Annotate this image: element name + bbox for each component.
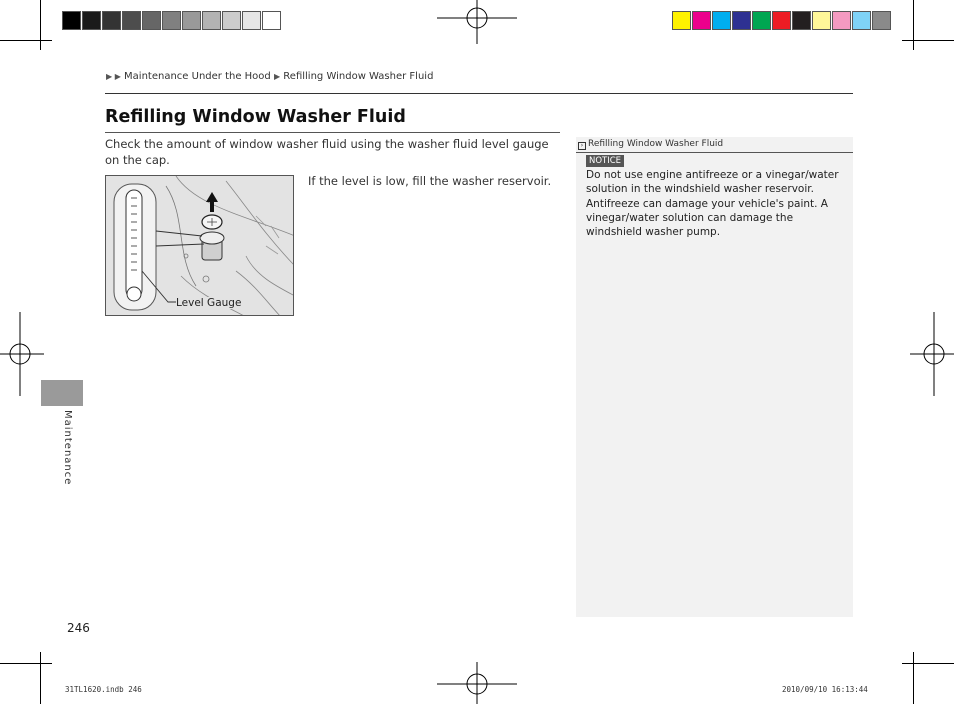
color-swatch — [832, 11, 851, 30]
gray-swatch — [82, 11, 101, 30]
crop-mark — [913, 0, 914, 50]
crop-mark — [40, 652, 41, 704]
gray-swatch — [62, 11, 81, 30]
intro-paragraph: Check the amount of window washer fluid using the washer fluid level gauge on the cap. — [105, 137, 549, 167]
color-swatch — [692, 11, 711, 30]
crop-mark — [40, 0, 41, 50]
registration-mark-left — [0, 312, 44, 396]
registration-mark-bottom — [437, 662, 517, 704]
crop-mark — [902, 40, 954, 41]
notice-badge: NOTICE — [586, 155, 624, 167]
color-swatch — [852, 11, 871, 30]
color-swatch — [672, 11, 691, 30]
registration-mark-right — [910, 312, 954, 396]
sidebar-rule — [576, 152, 853, 153]
print-footer-right: 2010/09/10 16:13:44 — [782, 685, 868, 694]
crop-mark — [0, 663, 52, 664]
color-swatch — [752, 11, 771, 30]
color-swatch — [772, 11, 791, 30]
gray-swatch — [182, 11, 201, 30]
title-rule — [105, 132, 560, 133]
gray-swatch — [142, 11, 161, 30]
fill-instruction: If the level is low, fill the washer reservoir. — [308, 174, 552, 188]
breadcrumb — [106, 71, 433, 82]
gray-swatch — [242, 11, 261, 30]
washer-fluid-cap-illustration — [105, 175, 294, 316]
page-title: Refilling Window Washer Fluid — [105, 107, 406, 127]
section-tab-label: Maintenance — [62, 410, 73, 486]
color-swatch — [812, 11, 831, 30]
crop-mark — [902, 663, 954, 664]
gray-swatch — [262, 11, 281, 30]
registration-mark-top — [437, 0, 517, 44]
level-gauge-callout: Level Gauge — [176, 297, 242, 309]
sidebar-title: Refilling Window Washer Fluid — [588, 139, 724, 149]
section-tab — [41, 380, 83, 406]
breadcrumb-item-maintenance-under-the-hood: Maintenance Under the Hood — [124, 71, 271, 82]
gray-swatch — [162, 11, 181, 30]
print-footer-left: 31TL1620.indb 246 — [65, 685, 142, 694]
gray-swatch — [122, 11, 141, 30]
color-swatch — [732, 11, 751, 30]
crop-mark — [913, 652, 914, 704]
washer-cap-drawing — [106, 176, 294, 316]
gray-swatch — [102, 11, 121, 30]
color-swatch — [872, 11, 891, 30]
header-rule — [105, 93, 853, 94]
page-number: 246 — [67, 621, 90, 635]
arrow-right-icon: ▶ ▶ — [106, 72, 121, 81]
sidebar-notice-text: Do not use engine antifreeze or a vinegar/water solution in the windshield washer reservoir. Antifreeze can damage your vehicle's paint. A vinegar/water solution can damage the windshield washer pump. — [586, 169, 839, 239]
crop-mark — [0, 40, 52, 41]
arrow-right-icon: ▶ — [273, 72, 281, 81]
color-swatch — [712, 11, 731, 30]
breadcrumb-item-refilling-window-washer-fluid: Refilling Window Washer Fluid — [283, 71, 434, 82]
reference-icon: › — [578, 142, 586, 150]
color-swatch — [792, 11, 811, 30]
gray-swatch — [202, 11, 221, 30]
gray-swatch — [222, 11, 241, 30]
